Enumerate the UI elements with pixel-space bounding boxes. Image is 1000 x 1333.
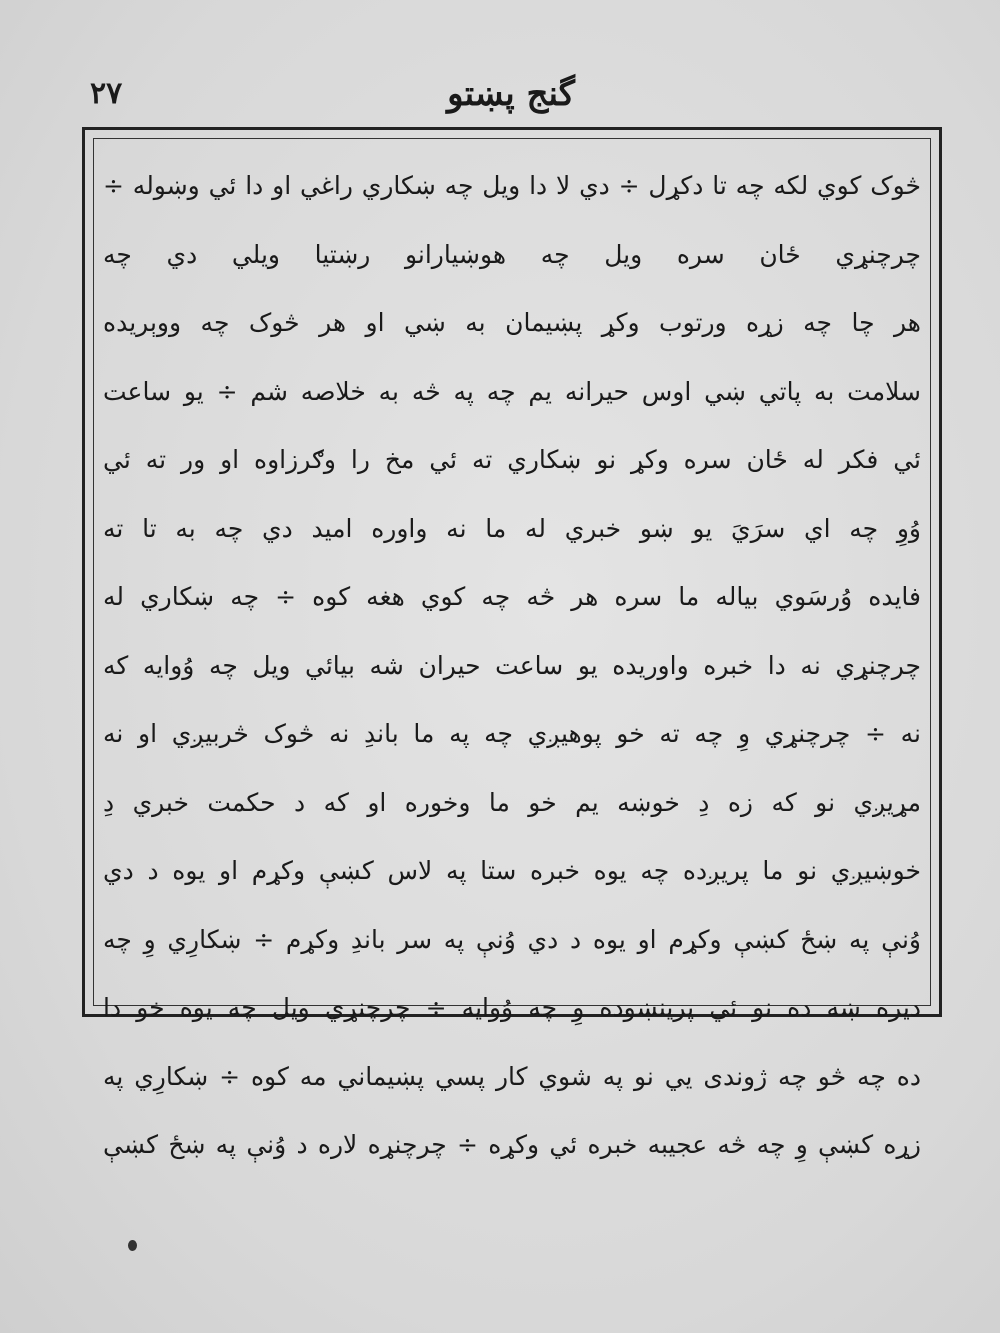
- text-line: چرچنړي نه دا خبره واوریده یو ساعت حیران شه بیائي ویل چه وُوایه که: [103, 650, 921, 680]
- page-header: [80, 72, 942, 122]
- text-line: دیره ښه ده نو ئي پرینښوده وِ چه وُوایه ÷ چرچنړي ویل چه یوه خو دا: [103, 993, 921, 1022]
- text-line: ده چه څو چه ژوندی یي نو په شوي کار پسي پښیماني مه کوه ÷ ښکارِي په: [103, 1061, 921, 1091]
- text-line: مړیږي نو که زه دِ خوښه یم خو ما وخوره او که د حکمت خبري دِ: [103, 787, 921, 817]
- text-line: چرچنړي ځان سره ویل چه هوښیارانو رښتیا ویلي دي چه: [103, 239, 921, 269]
- text-frame: [82, 127, 942, 1159]
- text-line: نه ÷ چرچنړي وِ چه ته خو پوهیږي چه په ما باندِ نه څوک څربیږي او نه: [103, 719, 921, 748]
- text-line: وُنې په ښځ کښې وکړم او یوه د دي وُنې په سر باندِ وکړم ÷ ښکارِي وِ چه: [103, 924, 921, 954]
- page-number: ۲۷: [90, 76, 123, 111]
- body-text: [103, 152, 921, 1180]
- text-line: زړه کښې وِ چه څه عجیبه خبره ئي وکړه ÷ چرچنړه لاره د وُنې په ښځ کښې: [103, 1130, 921, 1159]
- text-line: څوک کوي لکه چه تا دکړل ÷ دي لا دا ویل چه ښکاري راغي او دا ئي وښوله ÷: [103, 171, 921, 200]
- text-line: وُوِ چه اي سرَيَ یو ښو خبري له ما نه واوره امید دي چه به تا ته: [103, 513, 921, 543]
- text-line: فایده وُرسَوي بیاله ما سره هر څه چه کوي هغه کوه ÷ چه ښکاري له: [103, 582, 921, 611]
- ink-blot: [128, 1240, 137, 1251]
- running-title: گنج پښتو: [447, 74, 575, 114]
- text-line: ئي فکر له ځان سره وکړ نو ښکاري ته ئي مخ را وګرزاوه او ور ته ئي: [103, 445, 921, 474]
- text-line: سلامت به پاتي ښي اوس حیرانه یم چه په څه به خلاصه شم ÷ یو ساعت: [103, 376, 921, 406]
- text-line: هر چا چه زړه ورتوب وکړ پښیمان به ښي او هر څوک چه ووېریده: [103, 308, 921, 337]
- text-line: خوښیږي نو ما پریږده چه یوه خبره ستا په لاس کښې وکړم او یوه د دي: [103, 856, 921, 885]
